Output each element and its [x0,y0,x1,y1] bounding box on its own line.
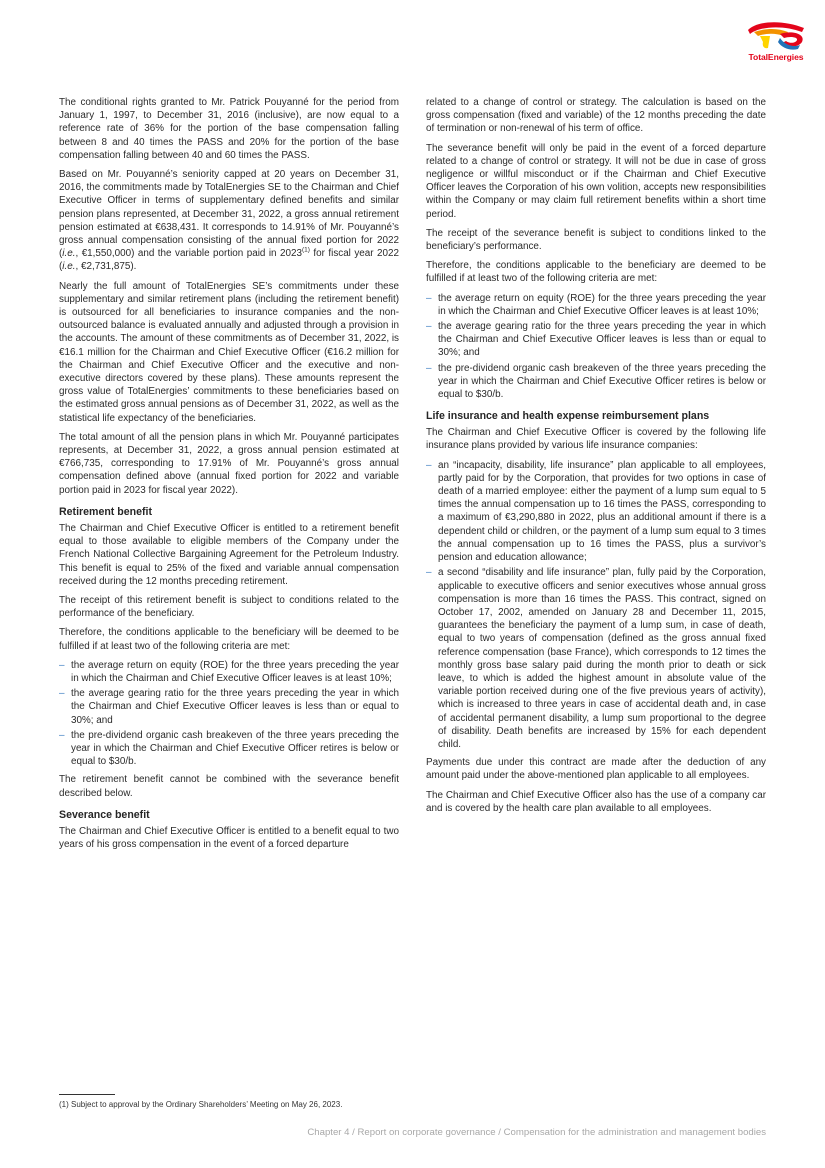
list-item: – the average return on equity (ROE) for the three years preceding the year in which the Chairman and Chief Executive Officer leaves is at least 10%; [59,659,399,684]
paragraph: Based on Mr. Pouyanné’s seniority capped at 20 years on December 31, 2016, the commitments made by TotalEnergies SE to the Chairman and Chief Executive Officer in terms of supplementary defined benefits and similar pension plans represented, at December 31, 2022, a gross annual retirement pension estimated at €638,431. It corresponds to 14.91% of Mr. Pouyanné’s gross annual compensation consisting of the annual fixed portion for 2022 (i.e., €1,550,000) and the variable portion paid in 2023$^{(1)}$ for fiscal year 2022 (i.e., €2,731,875). [59,169,399,273]
criteria-list [59,659,399,769]
dash-bullet: – [59,688,65,700]
paragraph: The severance benefit will only be paid in the event of a forced departure related to a change of control or strategy. It will not be due in case of gross negligence or willful misconduct or if the Chairman and Chief Executive Officer leaves the Corporation of his own volition, accepts new responsibilities within the Company or may claim full retirement benefits within a short time period. [426,142,766,220]
section-heading: Life insurance and health expense reimbursement plans [426,410,710,423]
list-item: – the pre-dividend organic cash breakeven of the three years preceding the year in which the Chairman and Chief Executive Officer retires is below or equal to $30/b. [426,362,766,401]
paragraph: The Chairman and Chief Executive Officer also has the use of a company car and is covered by the health care plan available to all employees. [426,789,766,814]
list-item: – the average gearing ratio for the three years preceding the year in which the Chairman and Chief Executive Officer leaves is less than or equal to 30%; and [426,321,766,359]
list-item: – the average gearing ratio for the three years preceding the year in which the Chairman and Chief Executive Officer leaves is less than or equal to 30%; and [59,688,399,726]
dash-bullet: – [426,459,432,471]
paragraph: Therefore, the conditions applicable to the beneficiary are deemed to be fulfilled if at least two of the following criteria are met: [426,260,766,285]
right-column [426,96,766,821]
dash-bullet: – [426,567,432,579]
paragraph: The receipt of the severance benefit is subject to conditions linked to the beneficiary’s performance. [426,227,766,253]
dash-bullet: – [426,292,432,304]
footnote: (1) Subject to approval by the Ordinary Shareholders’ Meeting on May 26, 2023. [59,1100,343,1109]
paragraph: The Chairman and Chief Executive Officer is covered by the following life insurance plans provided by various life insurance companies: [426,427,766,452]
footnote-divider [59,1094,115,1095]
paragraph: Payments due under this contract are made after the deduction of any amount paid under the above-mentioned plan applicable to all employees. [426,757,766,782]
paragraph: The total amount of all the pension plans in which Mr. Pouyanné participates represents, at December 31, 2022, a gross annual pension estimated at €766,735, corresponding to 17.91% of Mr. Pouyanné’s gross annual compensation defined above (annual fixed portion for 2022 and variable portion paid in 2023 for fiscal year 2022). [59,431,399,496]
paragraph: Nearly the full amount of TotalEnergies SE’s commitments under these supplementary and similar retirement plans (including the retirement benefit) is outsourced for all beneficiaries to insurance companies and the non-outsourced balance is evaluated annually and adjusted through a provision in the accounts. The amount of these commitments as of December 31, 2022, is €16.1 million for the Chairman and Chief Executive Officer (€16.2 million for the Chairman and Chief Executive Officer and the executive and non-executive directors covered by these plans). These amounts represent the gross value of TotalEnergies’ commitments to these beneficiaries based on the estimated gross annual pensions as of December 31, 2022, as well as the statistical life expectancy of the beneficiaries. [59,280,399,424]
list-item: – a second “disability and life insurance” plan, fully paid by the Corporation, applicable to executive officers and senior executives whose annual gross compensation is more than 16 times the PASS. This contract, signed on October 17, 2002, amended on January 28 and December 11, 2015, guarantees the beneficiary the payment of a lump sum, in case of death, equal to two years of compensation (defined as the gross annual fixed reference compensation (base France), which corresponds to 12 times the monthly gross base salary paid during the month prior to death or sick leave, to which is added the highest amount in absolute value of the variable portion received during one of the five previous years of activity), which is increased to three years in case of accidental death and, in case of accidental permanent disability, a lump sum proportional to the degree of disability. Death benefits are increased by 15% for each dependent child. [426,567,766,750]
left-column [59,96,399,857]
dash-bullet: – [426,362,432,374]
plans-list [426,459,766,751]
paragraph: The conditional rights granted to Mr. Patrick Pouyanné for the period from January 1, 1997, to December 31, 2016 (inclusive), are now equal to a reference rate of 36% for the portion of the base compensation falling between 8 and 40 times the PASS and 20% for the portion of the base compensation falling between 40 and 60 times the PASS. [59,97,399,161]
paragraph: The receipt of this retirement benefit is subject to conditions related to the performance of the beneficiary. [59,594,399,620]
criteria-list [426,292,766,402]
footnote-ref: (1) [301,246,310,254]
dash-bullet: – [59,659,65,671]
paragraph: Therefore, the conditions applicable to the beneficiary will be deemed to be fulfilled if at least two of the following criteria are met: [59,627,399,652]
dash-bullet: – [59,729,65,741]
list-item: – the average return on equity (ROE) for the three years preceding the year in which the Chairman and Chief Executive Officer leaves is at least 10%; [426,292,766,317]
paragraph: The retirement benefit cannot be combined with the severance benefit described below. [59,774,399,799]
totalenergies-logo [744,18,808,66]
list-item: – an “incapacity, disability, life insurance” plan applicable to all employees, partly paid for by the Corporation, that provides for two options in case of death of a married employee: either the payment of a lump sum equal to 5 times the annual compensation up to 16 times the PASS, corresponding to a maximum of €3,290,880 in 2022, plus an additional amount if there is a dependent child or children, or the payment of a lump sum equal to 3 times the annual compensation up to 16 times the PASS, plus a survivor’s pension and education allowance; [426,459,766,564]
page-footer: Chapter 4 / Report on corporate governance / Compensation for the administration and management bodies [307,1127,766,1138]
paragraph: related to a change of control or strategy. The calculation is based on the gross compensation (fixed and variable) of the 12 months preceding the date of termination or non-renewal of his term of office. [426,97,766,135]
list-item: – the pre-dividend organic cash breakeven of the three years preceding the year in which the Chairman and Chief Executive Officer retires is below or equal to $30/b. [59,729,399,768]
paragraph: The Chairman and Chief Executive Officer is entitled to a retirement benefit equal to those available to eligible members of the Company under the French National Collective Bargaining Agreement for the Petroleum Industry. This benefit is equal to 25% of the fixed and variable annual compensation received during the 12 months preceding retirement. [59,522,399,587]
section-heading: Retirement benefit [59,505,153,518]
brand-name: TotalEnergies [748,52,804,62]
dash-bullet: – [426,321,432,333]
section-heading: Severance benefit [59,808,150,821]
totalenergies-logo-mark [744,18,808,52]
paragraph: The Chairman and Chief Executive Officer is entitled to a benefit equal to two years of his gross compensation in the event of a forced departure [59,825,399,850]
